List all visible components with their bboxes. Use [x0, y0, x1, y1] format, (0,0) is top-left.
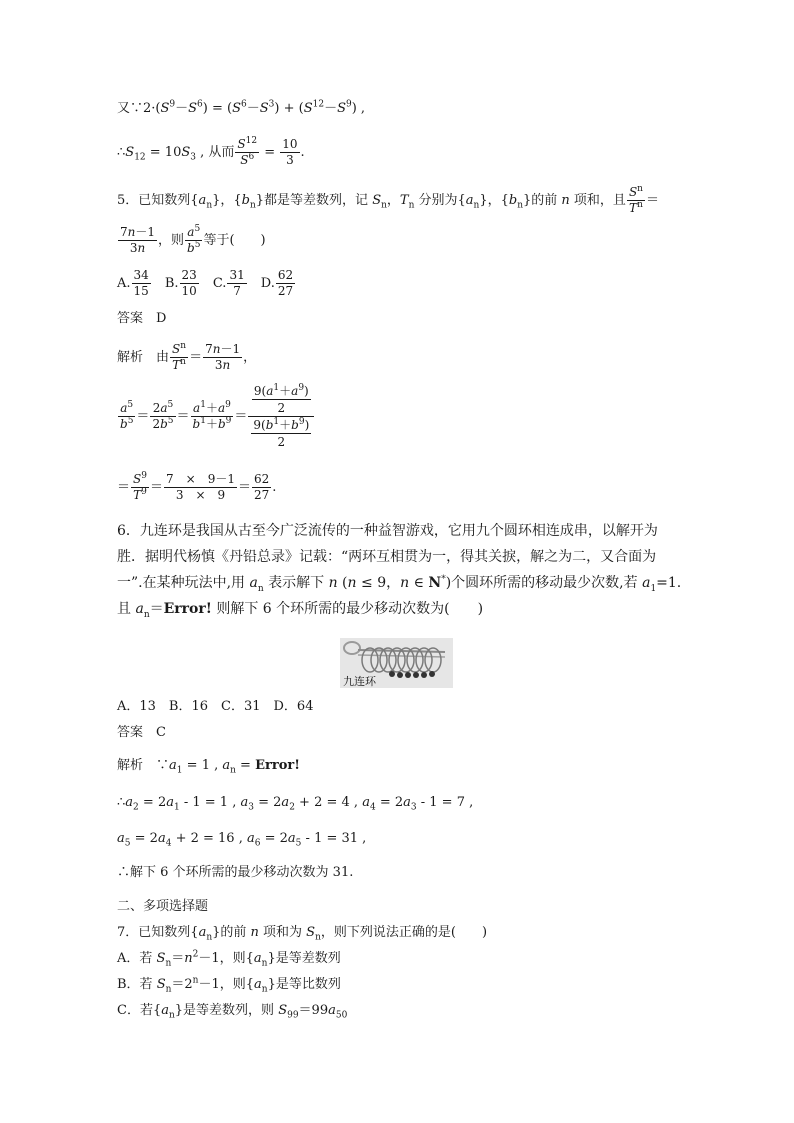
problem7-stem: 7．已知数列$\{a_n\}$的前 n 项和为 $S_n$，则下列说法正确的是( )	[117, 925, 488, 943]
problem5-stem-line-1: 5．已知数列$\{a_n\}$，$\{b_n\}$都是等差数列，记 $S_n$，$T_n$ 分别为$\{a_n\}$，$\{b_n\}$的前 n 项和，且 $\frac{S^n}{T^n}$ ＝	[117, 184, 659, 215]
problem5-analysis-line-3: ＝ $\frac{S^9}{T^9}$ ＝ $\frac{7 \times 9-1}{3 \times 9}$ ＝ $\frac{62}{27}$ .	[117, 471, 277, 502]
problem6-analysis-line-2: $\therefore a_2 = 2a_1 - 1 = 1$ , $a_3 = 2a_2 + 2 = 4$ , $a_4 = 2a_3 - 1 = 7$ ,	[117, 795, 474, 813]
problem7-option-a: A．若 $S_n=n^2-1$，则$\{a_n\}$是等差数列	[117, 949, 341, 969]
prev-solution-line-2: $\therefore S_{12} = 10S_3$ , 从而 $\frac{S^{12}}{S^6}$ = $\frac{10}{3}$ .	[117, 136, 305, 167]
problem6-stem-line-3: 一”.在某种玩法中,用 $a_n$ 表示解下 n (n ≤ 9，n ∈ N*)个圆环所需的移动最少次数,若 $a_1=1$.	[117, 574, 682, 594]
problem5-analysis-line-2: $\frac{a^5}{b^5}$ ＝ $\frac{2a^5}{2b^5}$ ＝ $\frac{a^1+a^9}{b^1+b^9}$ ＝ $\frac{\frac{9(a^1+a^9)}{2}}{\frac{9(b^1+b^9)}{2}}$	[117, 383, 315, 450]
nine-rings-figure	[340, 638, 453, 688]
problem5-stem-line-2: $\frac{7n-1}{3n}$ ，则 $\frac{a^5}{b^5}$ 等于( )	[120, 224, 266, 255]
figure-caption: 九连环	[343, 675, 376, 688]
option-a-label: A.	[117, 276, 131, 291]
problem7-number: 7．	[117, 925, 139, 940]
answer-label: 答案	[117, 725, 144, 740]
option-b-label: B.	[164, 276, 179, 291]
problem6-analysis-line-1: 解析 $\because a_1 = 1$ , $a_n$ = Error!	[117, 758, 300, 776]
problem6-analysis-line-3: $a_5 = 2a_4 + 2 = 16$ , $a_6 = 2a_5 - 1 = 31$ ,	[117, 831, 367, 849]
nine-rings-icon	[340, 638, 453, 688]
problem6-stem-line-4: 且 $a_n=Error$! 则解下 6 个环所需的最少移动次数为( )	[117, 601, 484, 620]
analysis-label: 解析	[117, 758, 144, 773]
problem7-option-b: B．若 $S_n=2^n-1$，则$\{a_n\}$是等比数列	[117, 975, 341, 995]
answer-value: D	[156, 311, 167, 326]
answer-label: 答案	[117, 311, 144, 326]
problem7-option-c: C．若$\{a_n\}$是等差数列，则 $S_{99}=99a_{50}$	[117, 1003, 348, 1021]
problem6-conclusion: ∴解下 6 个环所需的最少移动次数为 31.	[117, 865, 354, 880]
problem6-answer	[117, 724, 166, 742]
problem5-answer	[117, 310, 166, 328]
problem5-options: A. $\frac{34}{15}$ B. $\frac{23}{10}$ C. $\frac{31}{7}$ D. $\frac{62}{27}$	[117, 268, 294, 298]
problem6-stem-line-1: 6．九连环是我国从古至今广泛流传的一种益智游戏，它用九个圆环相连成串，以解开为	[117, 523, 658, 539]
problem6-options: A．13 B．16 C．31 D．64	[117, 699, 314, 714]
section-title: 二、多项选择题	[117, 899, 209, 914]
problem6-stem-line-2: 胜．据明代杨慎《丹铅总录》记载：“两环互相贯为一，得其关捩，解之为二，又合面为	[117, 549, 657, 565]
option-c-label: C.	[212, 276, 227, 291]
answer-value: C	[156, 725, 166, 740]
problem5-analysis-line-1: 解析 由 $\frac{S^n}{T^n}$ ＝ $\frac{7n-1}{3n}$ ，	[117, 341, 257, 372]
analysis-label: 解析	[117, 350, 144, 365]
prev-solution-line-1: 又$\because 2\cdot(S^9-S^6) = (S^6-S^3) + (S^{12}-S^9)$ ,	[117, 99, 366, 116]
option-d-label: D.	[260, 276, 275, 291]
